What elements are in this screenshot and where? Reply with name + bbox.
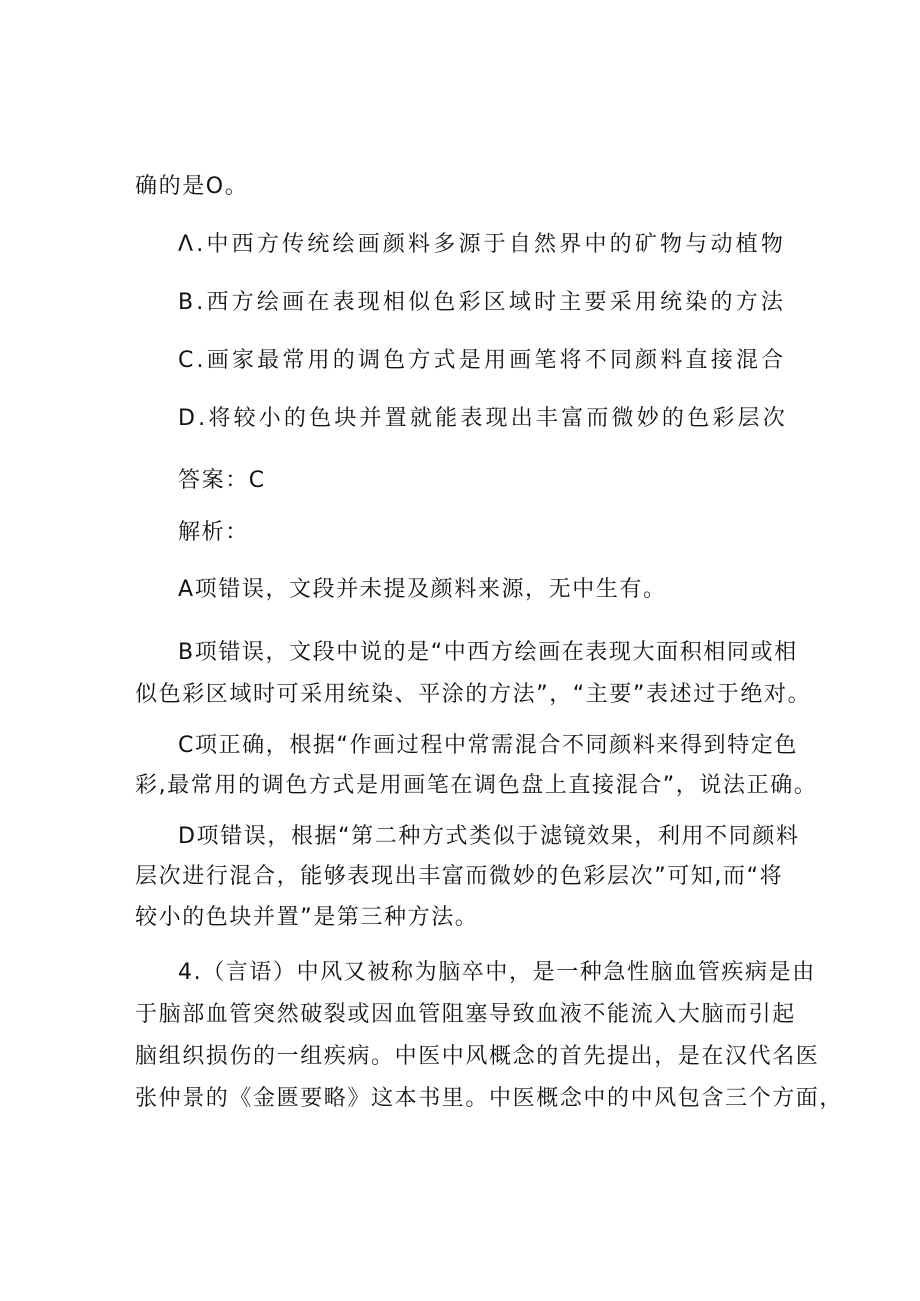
option-a: Λ.中西方传统绘画颜料多源于自然界中的矿物与动植物 <box>178 232 787 257</box>
analysis-label: 解析： <box>178 520 249 545</box>
option-d: D.将较小的色块并置就能表现出丰富而微妙的色彩层次 <box>178 406 788 431</box>
analysis-d-line-2: 层次进行混合，能够表现出丰富而微妙的色彩层次”可知,而“将 <box>135 864 784 889</box>
analysis-d-line-1: D项错误，根据“第二种方式类似于滤镜效果，利用不同颜料 <box>178 824 800 849</box>
analysis-a-line-1: A项错误，文段并未提及颜料来源，无中生有。 <box>178 577 667 602</box>
answer-line: 答案：C <box>178 468 266 493</box>
question-4-line-3: 脑组织损伤的一组疾病。中医中风概念的首先提出，是在汉代名医 <box>135 1044 820 1069</box>
analysis-b-line-1: B项错误，文段中说的是“中西方绘画在表现大面积相同或相 <box>178 640 798 665</box>
analysis-b-line-2: 似色彩区域时可采用统染、平涂的方法”，“主要”表述过于绝对。 <box>135 682 812 707</box>
question-4-line-4: 张仲景的《金匮要略》这本书里。中医概念中的中风包含三个方面， <box>135 1086 844 1111</box>
question-tail: 确的是O。 <box>135 174 249 199</box>
analysis-c-line-2: 彩,最常用的调色方式是用画笔在调色盘上直接混合”，说法正确。 <box>135 773 818 798</box>
question-4-line-1: 4.（言语）中风又被称为脑卒中，是一种急性脑血管疾病是由 <box>178 960 816 985</box>
analysis-d-line-3: 较小的色块并置”是第三种方法。 <box>135 905 479 930</box>
option-b: B.西方绘画在表现相似色彩区域时主要采用统染的方法 <box>178 290 787 315</box>
option-c: C.画家最常用的调色方式是用画笔将不同颜料直接混合 <box>178 348 787 373</box>
question-4-line-2: 于脑部血管突然破裂或因血管阻塞导致血液不能流入大脑而引起 <box>135 1002 796 1027</box>
analysis-c-line-1: C项正确，根据“作画过程中常需混合不同颜料来得到特定色 <box>178 733 798 758</box>
